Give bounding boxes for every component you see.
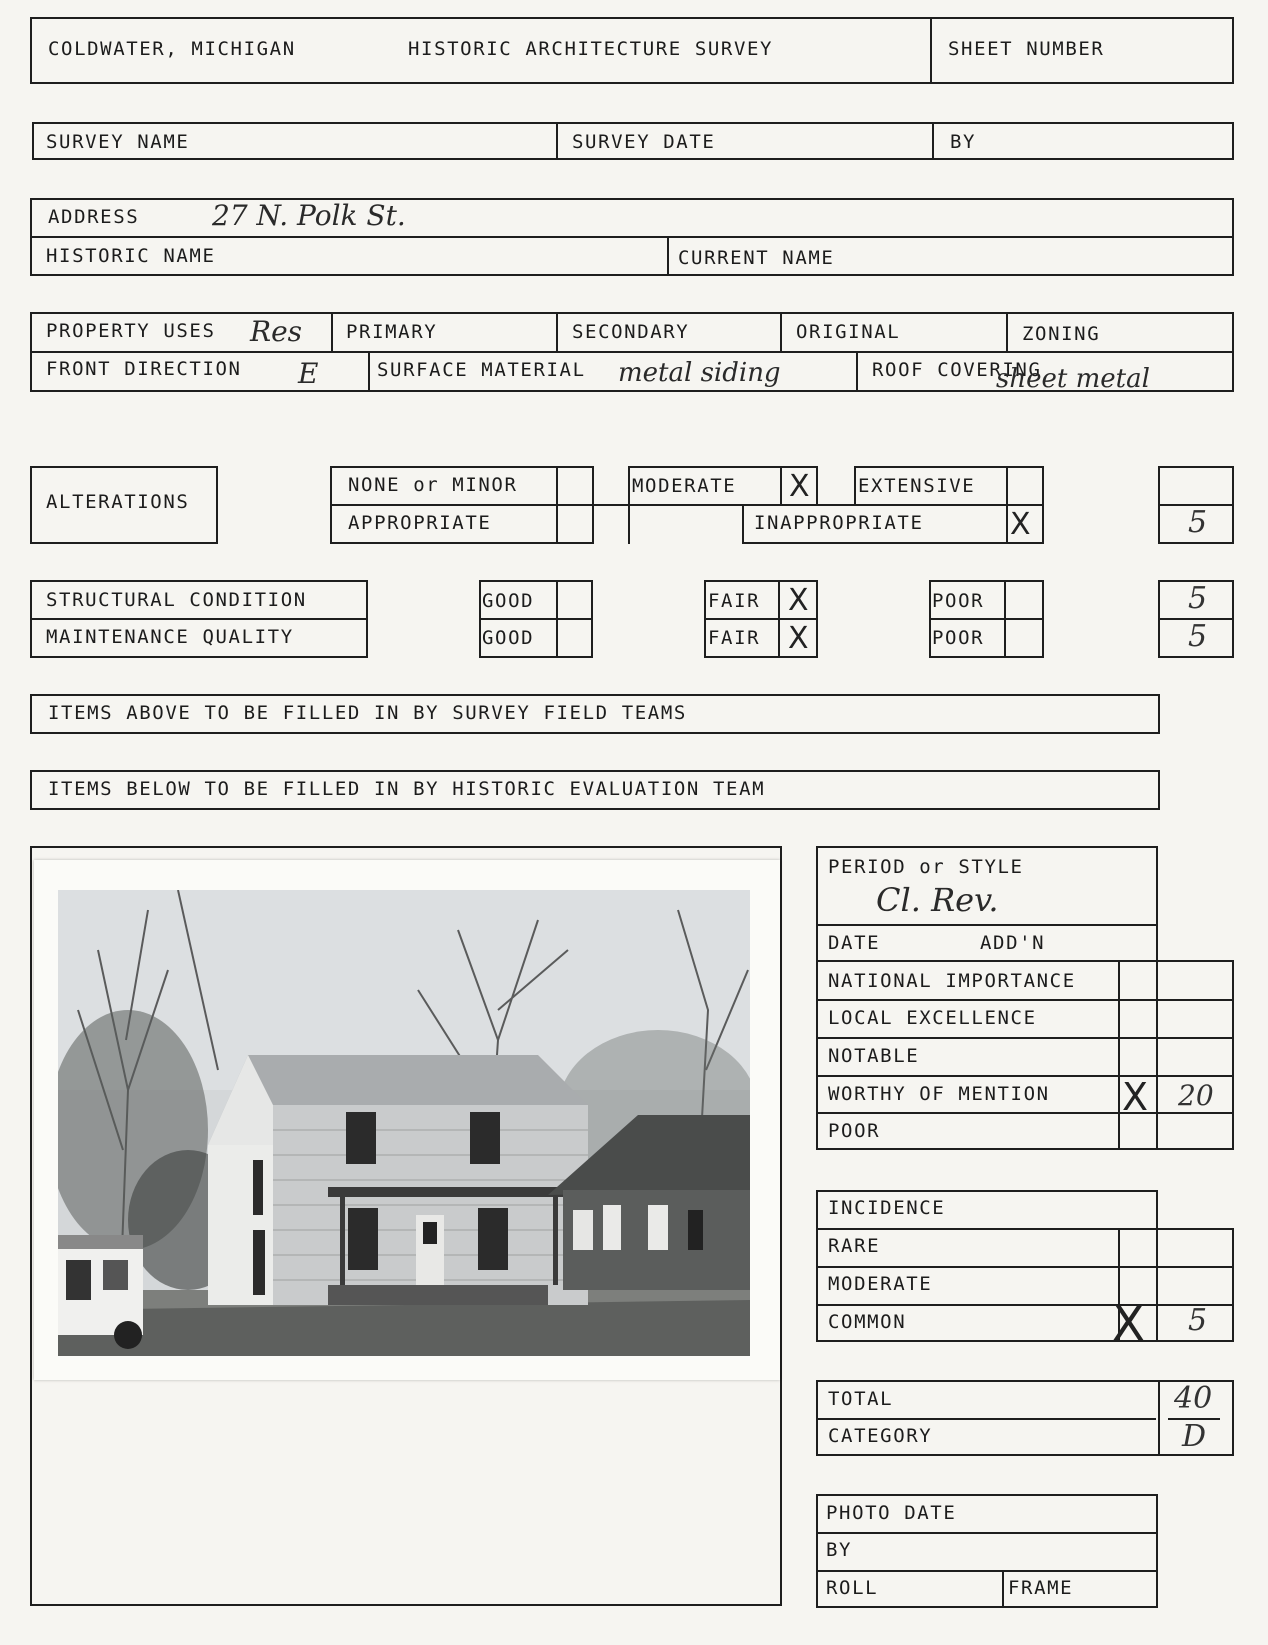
historic-name-label: HISTORIC NAME [46, 245, 216, 267]
inappropriate-label: INAPPROPRIATE [754, 512, 924, 534]
sheet-number-label: SHEET NUMBER [948, 38, 1105, 60]
structural-score: 5 [1188, 581, 1208, 616]
maintenance-fair-label: FAIR [708, 627, 761, 649]
worthy-score: 20 [1178, 1079, 1214, 1112]
category-label: CATEGORY [828, 1425, 933, 1447]
maintenance-poor-label: POOR [932, 627, 985, 649]
primary-label: PRIMARY [346, 321, 438, 343]
total-label: TOTAL [828, 1388, 894, 1410]
local-excellence-label: LOCAL EXCELLENCE [828, 1007, 1037, 1029]
extensive-label: EXTENSIVE [858, 475, 976, 497]
appropriate-label: APPROPRIATE [348, 512, 492, 534]
house-photo [58, 890, 750, 1356]
alterations-label: ALTERATIONS [46, 491, 190, 513]
address-value: 27 N. Polk St. [212, 199, 406, 232]
note-above: ITEMS ABOVE TO BE FILLED IN BY SURVEY FIELD TEAMS [48, 702, 687, 724]
surface-material-value: metal siding [618, 358, 781, 388]
note-below: ITEMS BELOW TO BE FILLED IN BY HISTORIC EVALUATION TEAM [48, 778, 766, 800]
current-name-label: CURRENT NAME [678, 247, 835, 269]
incidence-moderate-label: MODERATE [828, 1273, 933, 1295]
structural-fair-check: X [788, 583, 809, 618]
roof-covering-value: sheet metal [996, 364, 1150, 394]
period-style-value: Cl. Rev. [876, 881, 999, 919]
worthy-check: X [1122, 1075, 1149, 1119]
common-label: COMMON [828, 1311, 907, 1333]
inappropriate-check: X [1010, 507, 1031, 542]
property-uses-value: Res [250, 315, 303, 348]
maintenance-fair-check: X [788, 621, 809, 656]
survey-title: HISTORIC ARCHITECTURE SURVEY [408, 38, 774, 60]
incidence-label: INCIDENCE [828, 1197, 946, 1219]
maintenance-quality-label: MAINTENANCE QUALITY [46, 626, 294, 648]
notable-label: NOTABLE [828, 1045, 920, 1067]
common-score: 5 [1188, 1303, 1208, 1338]
none-minor-label: NONE or MINOR [348, 474, 518, 496]
property-uses-label: PROPERTY USES [46, 320, 216, 342]
structural-fair-label: FAIR [708, 590, 761, 612]
addn-label: ADD'N [980, 932, 1046, 954]
eval-poor-label: POOR [828, 1120, 881, 1142]
common-check: X [1112, 1296, 1145, 1352]
structural-poor-label: POOR [932, 590, 985, 612]
period-style-label: PERIOD or STYLE [828, 856, 1024, 878]
total-value: 40 [1174, 1381, 1213, 1416]
category-value: D [1182, 1419, 1207, 1454]
front-direction-label: FRONT DIRECTION [46, 358, 242, 380]
rare-label: RARE [828, 1235, 881, 1257]
national-importance-label: NATIONAL IMPORTANCE [828, 970, 1076, 992]
alterations-score: 5 [1188, 505, 1208, 540]
moderate-label: MODERATE [632, 475, 737, 497]
address-label: ADDRESS [48, 206, 140, 228]
photo-date-label: PHOTO DATE [826, 1502, 957, 1524]
survey-name-label: SURVEY NAME [46, 131, 190, 153]
survey-by-label: BY [950, 131, 977, 153]
moderate-check: X [789, 469, 810, 504]
roof-covering-label: ROOF COVERING [872, 359, 1042, 381]
maintenance-score: 5 [1188, 619, 1208, 654]
survey-date-label: SURVEY DATE [572, 131, 716, 153]
roll-label: ROLL [826, 1577, 879, 1599]
city-label: COLDWATER, MICHIGAN [48, 38, 296, 60]
maintenance-good-label: GOOD [482, 627, 535, 649]
date-label: DATE [828, 932, 881, 954]
worthy-of-mention-label: WORTHY OF MENTION [828, 1083, 1050, 1105]
original-label: ORIGINAL [796, 321, 901, 343]
zoning-label: ZONING [1022, 323, 1101, 345]
frame-label: FRAME [1008, 1577, 1074, 1599]
front-direction-value: E [298, 357, 319, 390]
secondary-label: SECONDARY [572, 321, 690, 343]
structural-good-label: GOOD [482, 590, 535, 612]
photo-by-label: BY [826, 1539, 853, 1561]
structural-condition-label: STRUCTURAL CONDITION [46, 589, 307, 611]
surface-material-label: SURFACE MATERIAL [377, 359, 586, 381]
